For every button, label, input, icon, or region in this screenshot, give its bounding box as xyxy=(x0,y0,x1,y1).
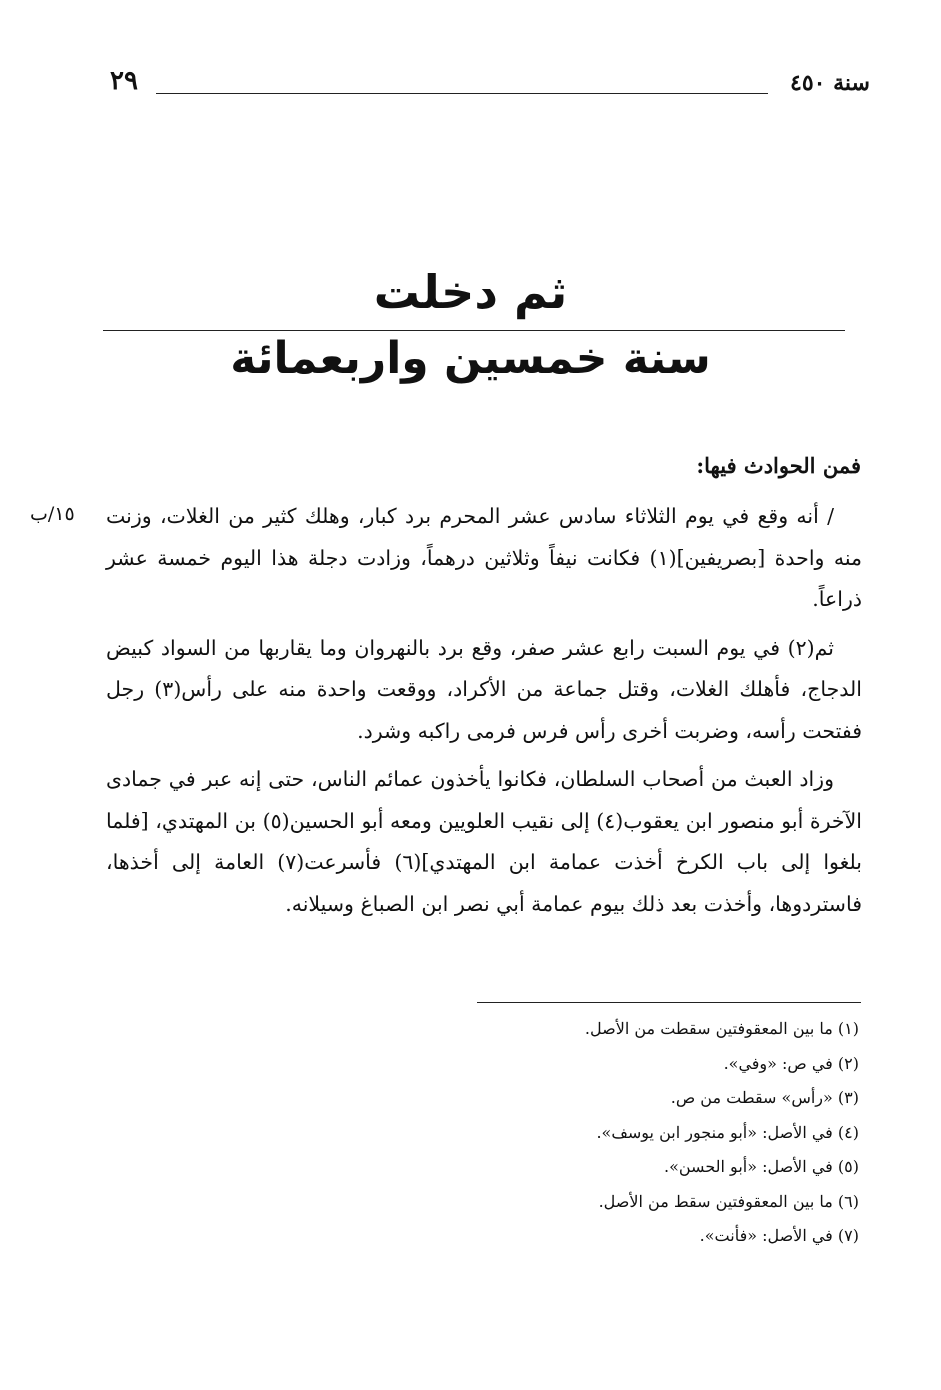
footnote-5: (٥) في الأصل: «أبو الحسن». xyxy=(663,1157,859,1176)
footnote-4: (٤) في الأصل: «أبو منجور ابن يوسف». xyxy=(596,1122,859,1142)
paragraph-1: / أنه وقع في يوم الثلاثاء سادس عشر المحرم برد كبار، وهلك كثير من الغلات، وزنت منه واحدة [بصريفين](١) فكانت نيفاً وثلاثين درهماً، وزادت دجلة هذا اليوم خمسة عشر ذراعاً. xyxy=(106,504,862,611)
body-text xyxy=(106,496,862,925)
footnote-2: (٢) في ص: «وفي». xyxy=(723,1053,859,1073)
running-header xyxy=(110,62,870,112)
footnote-divider xyxy=(477,1002,861,1003)
chapter-title-main: سنة خمسين واربعمائة xyxy=(230,333,711,384)
page-number: ٢٩ xyxy=(110,66,138,96)
paragraph-2: ثم(٢) في يوم السبت رابع عشر صفر، وقع برد بالنهروان وما يقاربها من السواد كبيض الدجاج، فأهلك الغلات، وقتل جماعة من الأكراد، ووقعت واحدة منه على رأس(٣) رجل ففتحت رأسه، وضربت أخرى رأس فرس فرمى راكبه وشرد. xyxy=(106,635,862,743)
footnote-3: (٣) «رأس» سقطت من ص. xyxy=(670,1088,859,1107)
margin-folio-note: ١٥/ب xyxy=(30,503,75,525)
footnotes xyxy=(119,1012,859,1254)
header-rule xyxy=(156,93,768,94)
running-title: سنة ٤٥٠ xyxy=(790,70,870,96)
footnote-1: (١) ما بين المعقوفتين سقطت من الأصل. xyxy=(584,1019,859,1038)
section-heading: فمن الحوادث فيها: xyxy=(696,453,861,478)
chapter-title-top: ثم دخلت xyxy=(373,265,568,319)
footnote-6: (٦) ما بين المعقوفتين سقط من الأصل. xyxy=(598,1191,859,1211)
title-divider xyxy=(103,330,845,331)
footnote-7: (٧) في الأصل: «فأنت». xyxy=(699,1226,859,1245)
paragraph-3: وزاد العبث من أصحاب السلطان، فكانوا يأخذون عمائم الناس، حتى إنه عبر في جمادى الآخرة أبو منصور ابن يعقوب(٤) إلى نقيب العلويين ومعه أبو الحسين(٥) بن المهتدي، [فلما بلغوا إلى باب الكرخ أخذت عمامة ابن المهتدي](٦) فأسرعت(٧) العامة إلى أخذها، فاستردوها، وأخذت بعد ذلك بيوم عمامة أبي نصر ابن الصباغ وسيلانه. xyxy=(106,767,862,916)
